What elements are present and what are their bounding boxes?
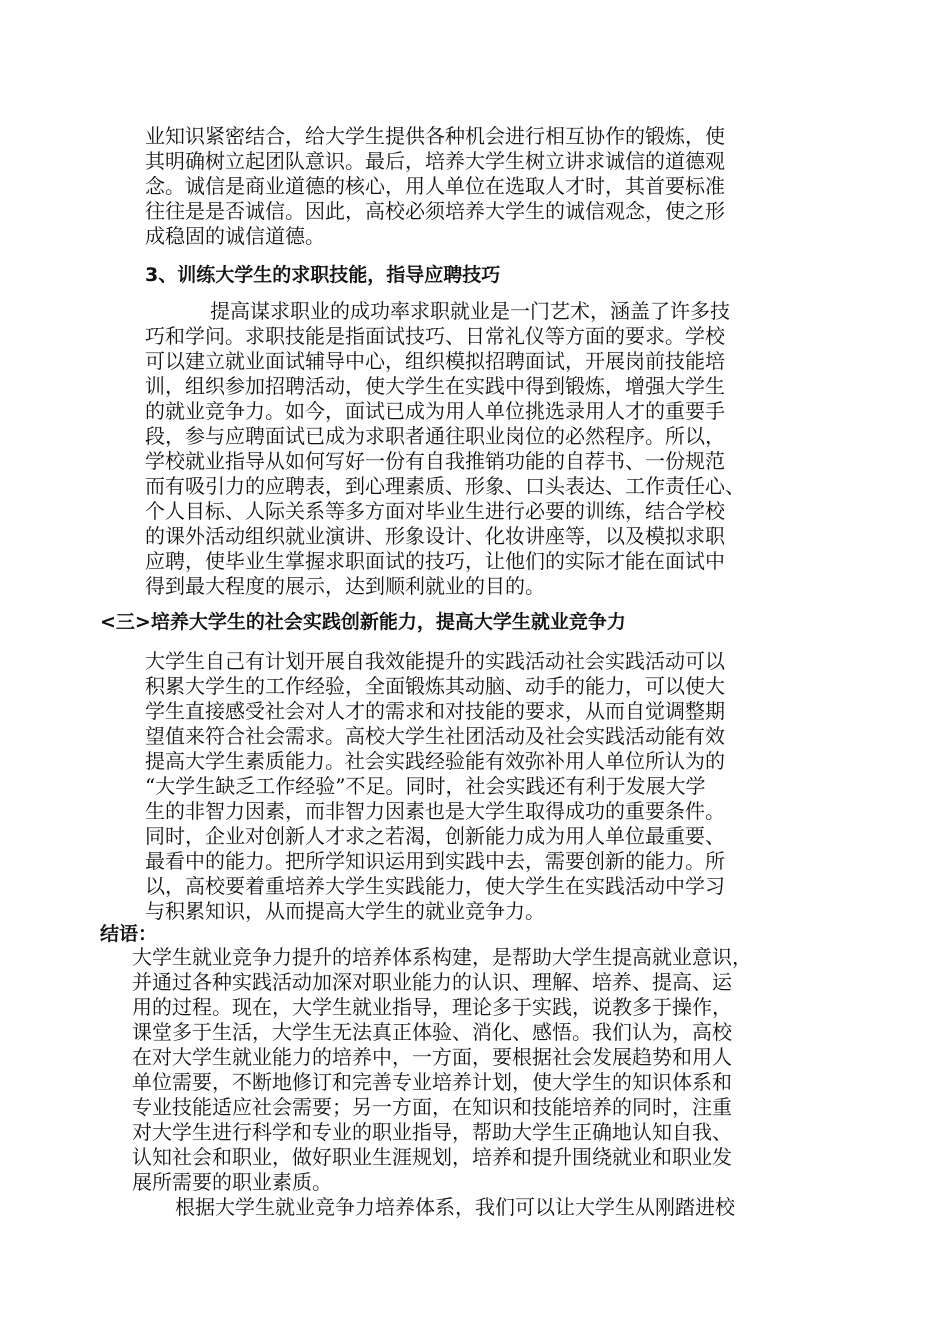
paragraph-line: 最看中的能力。把所学知识运用到实践中去，需要创新的能力。所	[145, 849, 725, 873]
paragraph-line: 的课外活动组织就业演讲、形象设计、化妆讲座等，以及模拟求职	[145, 524, 725, 548]
paragraph-line: 大学生就业竞争力提升的培养体系构建，是帮助大学生提高就业意识，	[132, 945, 752, 969]
paragraph-line: 可以建立就业面试辅导中心，组织模拟招聘面试，开展岗前技能培	[145, 349, 725, 373]
paragraph-line: 用的过程。现在，大学生就业指导，理论多于实践，说教多于操作，	[132, 995, 732, 1019]
section-heading: <三>培养大学生的社会实践创新能力，提高大学生就业竞争力	[100, 611, 626, 633]
paragraph-line: 提高大学生素质能力。社会实践经验能有效弥补用人单位所认为的	[145, 749, 725, 773]
paragraph-line: 往往是是否诚信。因此，高校必须培养大学生的诚信观念，使之形	[145, 199, 725, 223]
paragraph-line: 生的非智力因素，而非智力因素也是大学生取得成功的重要条件。	[145, 799, 725, 823]
subsection-heading: 3、训练大学生的求职技能，指导应聘技巧	[145, 264, 501, 286]
paragraph-line: 以，高校要着重培养大学生实践能力，使大学生在实践活动中学习	[145, 874, 725, 898]
paragraph-line: 单位需要，不断地修订和完善专业培养计划，使大学生的知识体系和	[132, 1070, 732, 1094]
paragraph-line: 应聘，使毕业生掌握求职面试的技巧，让他们的实际才能在面试中	[145, 549, 725, 573]
paragraph-line: 在对大学生就业能力的培养中，一方面，要根据社会发展趋势和用人	[132, 1045, 732, 1069]
paragraph-line: 认知社会和职业，做好职业生涯规划，培养和提升围绕就业和职业发	[132, 1145, 732, 1169]
paragraph-line: 课堂多于生活，大学生无法真正体验、消化、感悟。我们认为，高校	[132, 1020, 732, 1044]
paragraph-line: 的就业竞争力。如今，面试已成为用人单位挑选录用人才的重要手	[145, 399, 725, 423]
conclusion-heading: 结语：	[100, 923, 158, 945]
paragraph-line: 念。诚信是商业道德的核心，用人单位在选取人才时，其首要标准	[145, 174, 725, 198]
paragraph-line: “大学生缺乏工作经验”不足。同时，社会实践还有利于发展大学	[145, 774, 706, 798]
paragraph-line: 段，参与应聘面试已成为求职者通往职业岗位的必然程序。所以，	[145, 424, 725, 448]
paragraph-line: 望值来符合社会需求。高校大学生社团活动及社会实践活动能有效	[145, 724, 725, 748]
paragraph-line: 与积累知识，从而提高大学生的就业竞争力。	[145, 899, 545, 923]
paragraph-line: 个人目标、人际关系等多方面对毕业生进行必要的训练，结合学校	[145, 499, 725, 523]
paragraph-line: 学校就业指导从如何写好一份有自我推销功能的自荐书、一份规范	[145, 449, 725, 473]
paragraph-line: 大学生自己有计划开展自我效能提升的实践活动社会实践活动可以	[145, 649, 725, 673]
paragraph-line: 成稳固的诚信道德。	[145, 224, 325, 248]
paragraph-line: 并通过各种实践活动加深对职业能力的认识、理解、培养、提高、运	[132, 970, 732, 994]
paragraph-line: 其明确树立起团队意识。最后，培养大学生树立讲求诚信的道德观	[145, 149, 725, 173]
paragraph-line: 训，组织参加招聘活动，使大学生在实践中得到锻炼，增强大学生	[145, 374, 725, 398]
paragraph-line: 同时，企业对创新人才求之若渴，创新能力成为用人单位最重要、	[145, 824, 725, 848]
paragraph-line: 专业技能适应社会需要；另一方面，在知识和技能培养的同时，注重	[132, 1095, 732, 1119]
paragraph-line: 巧和学问。求职技能是指面试技巧、日常礼仪等方面的要求。学校	[145, 324, 725, 348]
paragraph-line: 提高谋求职业的成功率求职就业是一门艺术，涵盖了许多技	[210, 299, 730, 323]
paragraph-line: 学生直接感受社会对人才的需求和对技能的要求，从而自觉调整期	[145, 699, 725, 723]
paragraph-line: 得到最大程度的展示，达到顺利就业的目的。	[145, 574, 545, 598]
paragraph-line: 业知识紧密结合，给大学生提供各种机会进行相互协作的锻炼，使	[145, 124, 725, 148]
paragraph-line: 对大学生进行科学和专业的职业指导，帮助大学生正确地认知自我、	[132, 1120, 732, 1144]
paragraph-line: 积累大学生的工作经验，全面锻炼其动脑、动手的能力，可以使大	[145, 674, 725, 698]
paragraph-line: 根据大学生就业竞争力培养体系，我们可以让大学生从刚踏进校	[175, 1195, 735, 1219]
paragraph-line: 展所需要的职业素质。	[132, 1170, 332, 1194]
paragraph-line: 而有吸引力的应聘表，到心理素质、形象、口头表达、工作责任心、	[145, 474, 745, 498]
